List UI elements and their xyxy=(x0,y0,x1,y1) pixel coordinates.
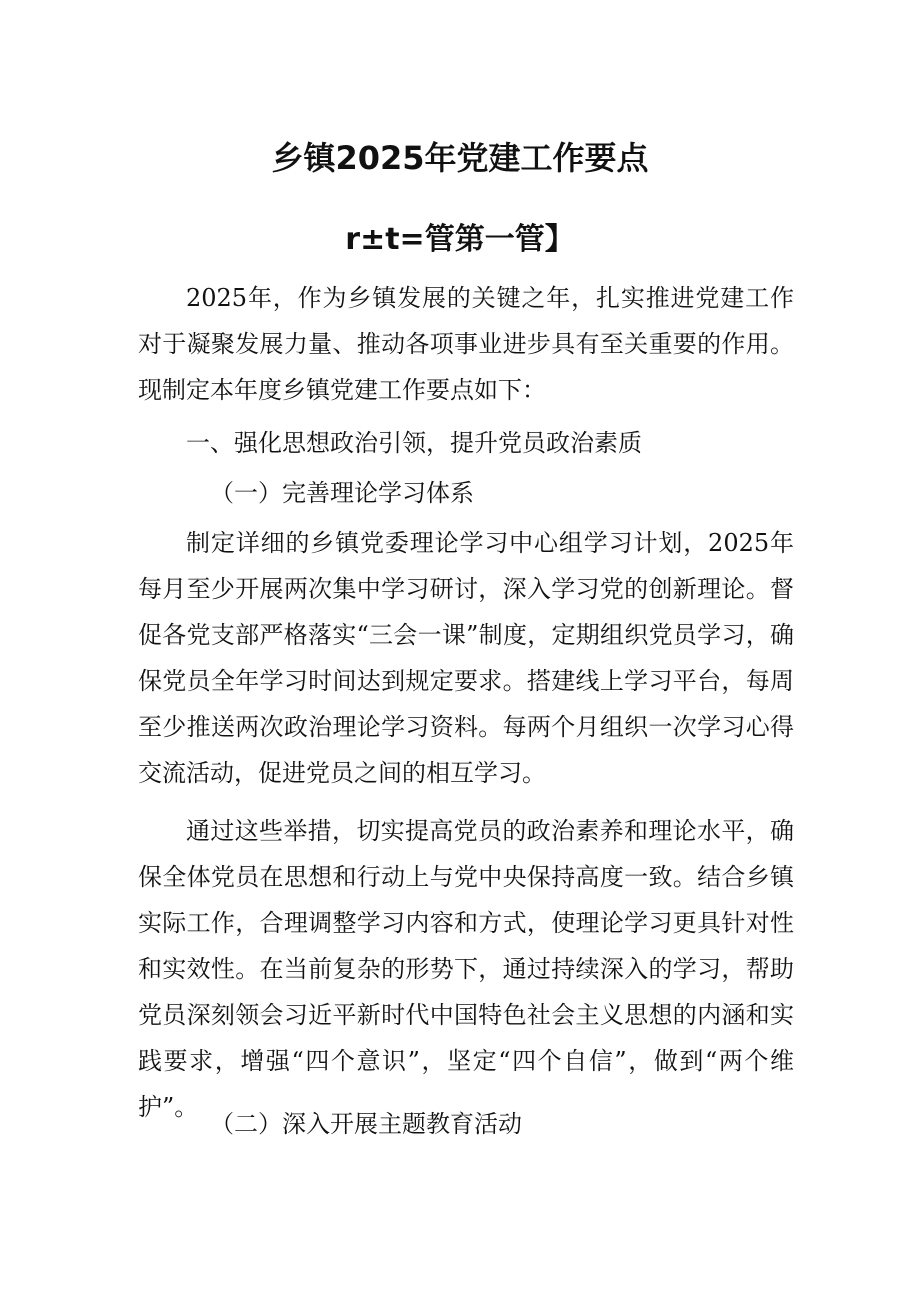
intro-paragraph: 2025年，作为乡镇发展的关键之年，扎实推进党建工作对于凝聚发展力量、推动各项事业进步具有至关重要的作用。现制定本年度乡镇党建工作要点如下： xyxy=(138,284,794,404)
subsection-heading-1-1: （一）完善理论学习体系 xyxy=(210,479,474,507)
document-subtitle: r±t=管第一管】 xyxy=(345,222,575,257)
subsection-heading-1-2: （二）深入开展主题教育活动 xyxy=(210,1110,522,1138)
paragraph-1-1-a: 制定详细的乡镇党委理论学习中心组学习计划，2025年每月至少开展两次集中学习研讨，深入学习党的创新理论。督促各党支部严格落实“三会一课”制度，定期组织党员学习，确保党员全年学习时间达到规定要求。搭建线上学习平台，每周至少推送两次政治理论学习资料。每两个月组织一次学习心得交流活动，促进党员之间的相互学习。 xyxy=(138,529,794,787)
section-heading-1: 一、强化思想政治引领，提升党员政治素质 xyxy=(186,429,642,457)
paragraph-1-1-b: 通过这些举措，切实提高党员的政治素养和理论水平，确保全体党员在思想和行动上与党中央保持高度一致。结合乡镇实际工作，合理调整学习内容和方式，使理论学习更具针对性和实效性。在当前复杂的形势下，通过持续深入的学习，帮助党员深刻领会习近平新时代中国特色社会主义思想的内涵和实践要求，增强“四个意识”，坚定“四个自信”，做到“两个维护”。 xyxy=(138,817,794,1121)
document-title: 乡镇2025年党建工作要点 xyxy=(271,139,649,177)
